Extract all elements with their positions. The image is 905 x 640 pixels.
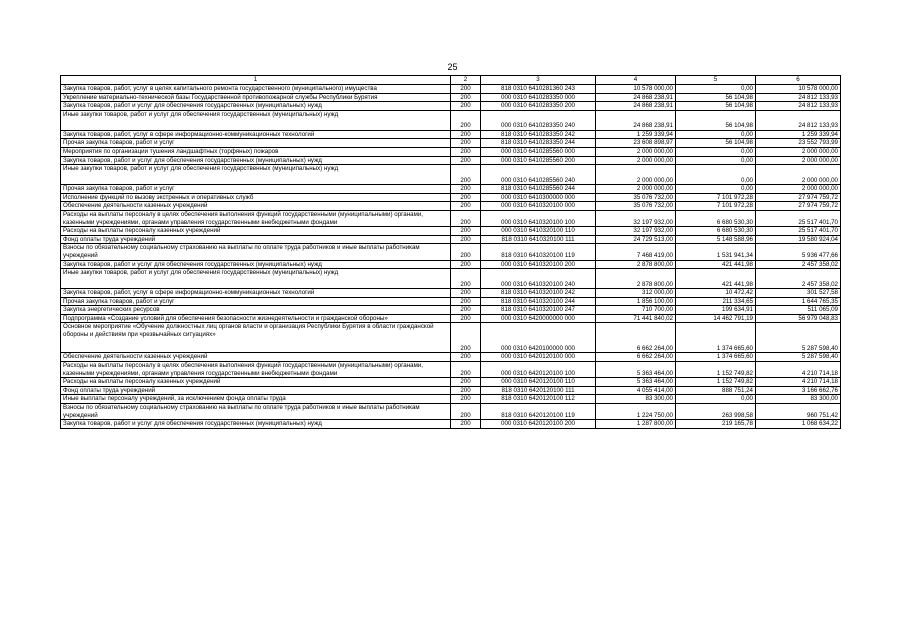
row-column-6-value: 1 259 339,94 — [756, 130, 841, 139]
row-column-4-value: 1 287 800,00 — [596, 420, 676, 429]
row-code-cell: 000 0310 6420120100 200 — [481, 420, 596, 429]
row-column-4-value: 6 662 264,00 — [596, 323, 676, 353]
row-column-6-value: 56 979 048,83 — [756, 314, 841, 323]
row-column-4-value: 1 224 750,00 — [596, 404, 676, 420]
row-column-2-cell: 200 — [451, 260, 481, 269]
row-name-cell: Иные закупки товаров, работ и услуг для обеспечения государственных (муниципальных) нужд — [61, 110, 451, 130]
row-column-6-value: 24 812 133,93 — [756, 93, 841, 102]
row-column-6-value: 24 812 133,93 — [756, 110, 841, 130]
row-column-2-cell: 200 — [451, 85, 481, 94]
row-code-cell: 818 0310 6410320100 119 — [481, 244, 596, 260]
table-row — [61, 323, 841, 353]
row-column-2-cell: 200 — [451, 130, 481, 139]
row-column-6-value: 1 068 634,22 — [756, 420, 841, 429]
row-column-5-value: 10 472,42 — [676, 289, 756, 298]
row-code-cell: 818 0310 6410320100 111 — [481, 235, 596, 244]
row-column-4-value: 24 729 513,00 — [596, 235, 676, 244]
page-number: 25 — [447, 62, 458, 72]
row-column-6-value: 1 644 765,35 — [756, 297, 841, 306]
row-name-cell: Прочая закупка товаров, работ и услуг — [61, 185, 451, 194]
table-row — [61, 395, 841, 404]
row-column-4-value: 2 000 000,00 — [596, 156, 676, 165]
row-name-cell: Иные закупки товаров, работ и услуг для обеспечения государственных (муниципальных) нужд — [61, 165, 451, 185]
row-code-cell: 000 0310 6420100000 000 — [481, 323, 596, 353]
column-header: 2 — [451, 76, 481, 85]
row-code-cell: 000 0310 6420120100 110 — [481, 378, 596, 387]
row-column-5-value: 211 334,65 — [676, 297, 756, 306]
row-code-cell: 000 0310 6420000000 000 — [481, 314, 596, 323]
row-name-cell: Прочая закупка товаров, работ и услуг — [61, 139, 451, 148]
row-column-2-cell: 200 — [451, 404, 481, 420]
row-column-2-cell: 200 — [451, 378, 481, 387]
row-column-2-cell: 200 — [451, 185, 481, 194]
row-column-2-cell: 200 — [451, 395, 481, 404]
table-row — [61, 404, 841, 420]
row-column-6-value: 3 166 662,76 — [756, 386, 841, 395]
table-row — [61, 353, 841, 362]
row-code-cell: 000 0310 6410285560 200 — [481, 156, 596, 165]
row-column-6-value: 2 000 000,00 — [756, 156, 841, 165]
row-column-2-cell: 200 — [451, 110, 481, 130]
row-column-4-value: 83 300,00 — [596, 395, 676, 404]
row-column-5-value: 0,00 — [676, 165, 756, 185]
row-column-5-value: 56 104,98 — [676, 139, 756, 148]
budget-execution-table — [60, 75, 841, 429]
table-row — [61, 378, 841, 387]
table-row — [61, 202, 841, 211]
row-column-5-value: 6 680 530,30 — [676, 227, 756, 236]
row-name-cell: Взносы по обязательному социальному страхованию на выплаты по оплате труда работников и иные выплаты работникам учреждений — [61, 404, 451, 420]
row-column-5-value: 219 165,78 — [676, 420, 756, 429]
row-code-cell: 818 0310 6410320100 247 — [481, 306, 596, 315]
column-header: 4 — [596, 76, 676, 85]
row-column-2-cell: 200 — [451, 353, 481, 362]
row-column-4-value: 35 076 732,00 — [596, 193, 676, 202]
row-name-cell: Мероприятия по организации тушения ландшафтных (торфяных) пожаров — [61, 147, 451, 156]
row-column-2-cell: 200 — [451, 235, 481, 244]
row-column-2-cell: 200 — [451, 227, 481, 236]
row-column-2-cell: 200 — [451, 289, 481, 298]
row-name-cell: Закупка товаров, работ и услуг для обеспечения государственных (муниципальных) нужд — [61, 102, 451, 111]
row-name-cell: Иные выплаты персоналу учреждений, за исключением фонда оплаты труда — [61, 395, 451, 404]
row-code-cell: 000 0310 6420120100 100 — [481, 362, 596, 378]
row-name-cell: Закупка энергетических ресурсов — [61, 306, 451, 315]
row-column-2-cell: 200 — [451, 420, 481, 429]
table-row — [61, 130, 841, 139]
row-column-6-value: 24 812 133,93 — [756, 102, 841, 111]
row-column-6-value: 301 527,58 — [756, 289, 841, 298]
row-code-cell: 818 0310 6410320100 242 — [481, 289, 596, 298]
column-header: 5 — [676, 76, 756, 85]
row-column-2-cell: 200 — [451, 314, 481, 323]
row-name-cell: Закупка товаров, работ и услуг для обеспечения государственных (муниципальных) нужд — [61, 260, 451, 269]
table-row — [61, 139, 841, 148]
row-code-cell: 000 0310 6410285560 000 — [481, 147, 596, 156]
row-column-5-value: 0,00 — [676, 85, 756, 94]
column-header: 1 — [61, 76, 451, 85]
row-column-5-value: 0,00 — [676, 185, 756, 194]
row-code-cell: 818 0310 6420120100 111 — [481, 386, 596, 395]
row-code-cell: 000 0310 6410300000 000 — [481, 193, 596, 202]
table-row — [61, 289, 841, 298]
row-column-6-value: 2 000 000,00 — [756, 147, 841, 156]
row-column-2-cell: 200 — [451, 244, 481, 260]
row-column-2-cell: 200 — [451, 323, 481, 353]
row-name-cell: Закупка товаров, работ и услуг для обеспечения государственных (муниципальных) нужд — [61, 420, 451, 429]
table-row — [61, 227, 841, 236]
table-row — [61, 420, 841, 429]
row-column-5-value: 1 152 749,82 — [676, 362, 756, 378]
table-row — [61, 297, 841, 306]
row-column-5-value: 56 104,98 — [676, 102, 756, 111]
row-column-4-value: 5 363 464,00 — [596, 362, 676, 378]
row-name-cell: Расходы на выплаты персоналу казенных учреждений — [61, 227, 451, 236]
table-row — [61, 156, 841, 165]
table-row — [61, 260, 841, 269]
row-column-6-value: 25 517 401,70 — [756, 210, 841, 226]
table-row — [61, 165, 841, 185]
row-column-4-value: 24 868 238,91 — [596, 93, 676, 102]
row-column-4-value: 1 856 100,00 — [596, 297, 676, 306]
row-column-5-value: 421 441,98 — [676, 260, 756, 269]
row-column-4-value: 4 055 414,00 — [596, 386, 676, 395]
row-name-cell: Обеспечение деятельности казенных учреждений — [61, 202, 451, 211]
row-column-2-cell: 200 — [451, 202, 481, 211]
row-code-cell: 000 0310 6410320100 240 — [481, 269, 596, 289]
row-code-cell: 000 0310 6410320100 200 — [481, 260, 596, 269]
row-column-5-value: 1 531 941,34 — [676, 244, 756, 260]
row-column-5-value: 6 680 530,30 — [676, 210, 756, 226]
row-column-6-value: 83 300,00 — [756, 395, 841, 404]
row-column-2-cell: 200 — [451, 297, 481, 306]
row-code-cell: 818 0310 6410285560 244 — [481, 185, 596, 194]
row-name-cell: Расходы на выплаты персоналу в целях обеспечения выполнения функций государственными (муниципальными) органами, казенными учреждениями, органами управления государственными внебюджетными фондами — [61, 210, 451, 226]
row-column-5-value: 1 374 665,60 — [676, 323, 756, 353]
row-name-cell: Расходы на выплаты персоналу в целях обеспечения выполнения функций государственными (муниципальными) органами, казенными учреждениями, органами управления государственными внебюджетными фондами — [61, 362, 451, 378]
row-column-6-value: 2 000 000,00 — [756, 165, 841, 185]
table-row — [61, 85, 841, 94]
row-column-4-value: 71 441 840,02 — [596, 314, 676, 323]
table-row — [61, 306, 841, 315]
table-row — [61, 93, 841, 102]
row-column-2-cell: 200 — [451, 362, 481, 378]
row-name-cell: Иные закупки товаров, работ и услуг для обеспечения государственных (муниципальных) нужд — [61, 269, 451, 289]
table-row — [61, 185, 841, 194]
row-column-6-value: 511 065,09 — [756, 306, 841, 315]
row-column-4-value: 5 363 464,00 — [596, 378, 676, 387]
row-name-cell: Основное мероприятие «Обучение должностных лиц органов власти и организация Республики Бурятия в области гражданской обороны и действиям при чрезвычайных ситуациях» — [61, 323, 451, 353]
table-row — [61, 244, 841, 260]
row-name-cell: Закупка товаров, работ, услуг в сфере информационно-коммуникационных технологий — [61, 130, 451, 139]
row-code-cell: 818 0310 6410283350 242 — [481, 130, 596, 139]
row-column-4-value: 23 608 898,97 — [596, 139, 676, 148]
table-row — [61, 269, 841, 289]
row-code-cell: 000 0310 6410283350 000 — [481, 93, 596, 102]
row-column-2-cell: 200 — [451, 93, 481, 102]
row-column-6-value: 960 751,42 — [756, 404, 841, 420]
row-column-5-value: 0,00 — [676, 395, 756, 404]
row-column-5-value: 0,00 — [676, 130, 756, 139]
row-column-5-value: 1 374 665,60 — [676, 353, 756, 362]
table-body — [61, 85, 841, 429]
row-column-2-cell: 200 — [451, 139, 481, 148]
row-code-cell: 818 0310 6410320100 244 — [481, 297, 596, 306]
row-name-cell: Закупка товаров, работ, услуг в сфере информационно-коммуникационных технологий — [61, 289, 451, 298]
row-column-4-value: 2 000 000,00 — [596, 185, 676, 194]
row-name-cell: Подпрограмма «Создание условий для обеспечения безопасности жизнедеятельности и гражданской обороны» — [61, 314, 451, 323]
row-column-5-value: 0,00 — [676, 147, 756, 156]
row-column-4-value: 32 197 932,00 — [596, 227, 676, 236]
row-column-2-cell: 200 — [451, 386, 481, 395]
row-column-5-value: 14 462 791,19 — [676, 314, 756, 323]
row-column-6-value: 23 552 793,99 — [756, 139, 841, 148]
row-column-6-value: 5 287 598,40 — [756, 353, 841, 362]
row-column-4-value: 2 878 800,00 — [596, 269, 676, 289]
row-column-2-cell: 200 — [451, 147, 481, 156]
row-code-cell: 000 0310 6410283350 200 — [481, 102, 596, 111]
row-column-2-cell: 200 — [451, 156, 481, 165]
row-column-2-cell: 200 — [451, 269, 481, 289]
row-code-cell: 000 0310 6420120100 000 — [481, 353, 596, 362]
row-column-6-value: 2 457 358,02 — [756, 260, 841, 269]
row-column-6-value: 4 210 714,18 — [756, 378, 841, 387]
row-column-4-value: 1 259 339,94 — [596, 130, 676, 139]
table-row — [61, 210, 841, 226]
table-row — [61, 235, 841, 244]
row-column-4-value: 32 197 932,00 — [596, 210, 676, 226]
row-column-4-value: 10 578 000,00 — [596, 85, 676, 94]
row-column-5-value: 56 104,98 — [676, 93, 756, 102]
row-code-cell: 818 0310 6420120100 119 — [481, 404, 596, 420]
row-name-cell: Фонд оплаты труда учреждений — [61, 386, 451, 395]
row-code-cell: 000 0310 6410285560 240 — [481, 165, 596, 185]
row-column-6-value: 27 974 759,72 — [756, 202, 841, 211]
row-column-6-value: 5 936 477,66 — [756, 244, 841, 260]
row-name-cell: Обеспечение деятельности казенных учреждений — [61, 353, 451, 362]
row-column-4-value: 24 868 238,91 — [596, 102, 676, 111]
row-code-cell: 818 0310 6410283350 244 — [481, 139, 596, 148]
row-column-4-value: 710 700,00 — [596, 306, 676, 315]
row-code-cell: 000 0310 6410283350 240 — [481, 110, 596, 130]
table-row — [61, 102, 841, 111]
column-header: 3 — [481, 76, 596, 85]
row-name-cell: Укрепление материально-технической базы Государственной противопожарной службы Республики Бурятия — [61, 93, 451, 102]
row-column-6-value: 4 210 714,18 — [756, 362, 841, 378]
row-column-6-value: 27 974 759,72 — [756, 193, 841, 202]
row-column-5-value: 7 101 972,28 — [676, 193, 756, 202]
row-name-cell: Закупка товаров, работ и услуг для обеспечения государственных (муниципальных) нужд — [61, 156, 451, 165]
row-column-4-value: 7 468 419,00 — [596, 244, 676, 260]
table-row — [61, 362, 841, 378]
table-row — [61, 386, 841, 395]
row-column-4-value: 312 000,00 — [596, 289, 676, 298]
row-name-cell: Исполнение функций по вызову экстренных и оперативных служб — [61, 193, 451, 202]
row-column-5-value: 888 751,24 — [676, 386, 756, 395]
table-row — [61, 193, 841, 202]
row-column-4-value: 2 000 000,00 — [596, 165, 676, 185]
row-column-2-cell: 200 — [451, 306, 481, 315]
row-column-5-value: 7 101 972,28 — [676, 202, 756, 211]
row-column-6-value: 5 287 598,40 — [756, 323, 841, 353]
row-name-cell: Расходы на выплаты персоналу казенных учреждений — [61, 378, 451, 387]
row-column-6-value: 19 580 924,04 — [756, 235, 841, 244]
table-row — [61, 110, 841, 130]
row-code-cell: 000 0310 6410320100 000 — [481, 202, 596, 211]
row-code-cell: 000 0310 6410320100 100 — [481, 210, 596, 226]
row-column-2-cell: 200 — [451, 102, 481, 111]
row-column-2-cell: 200 — [451, 210, 481, 226]
column-header: 6 — [756, 76, 841, 85]
table-row — [61, 147, 841, 156]
row-column-4-value: 2 000 000,00 — [596, 147, 676, 156]
row-column-2-cell: 200 — [451, 165, 481, 185]
row-column-5-value: 1 152 749,82 — [676, 378, 756, 387]
row-column-4-value: 35 076 732,00 — [596, 202, 676, 211]
row-column-2-cell: 200 — [451, 193, 481, 202]
row-column-5-value: 0,00 — [676, 156, 756, 165]
row-column-5-value: 263 998,58 — [676, 404, 756, 420]
row-code-cell: 818 0310 6410281360 243 — [481, 85, 596, 94]
row-column-4-value: 24 868 238,91 — [596, 110, 676, 130]
row-column-5-value: 5 148 588,96 — [676, 235, 756, 244]
row-column-5-value: 421 441,98 — [676, 269, 756, 289]
row-column-4-value: 2 878 800,00 — [596, 260, 676, 269]
row-column-6-value: 25 517 401,70 — [756, 227, 841, 236]
table-row — [61, 314, 841, 323]
row-name-cell: Прочая закупка товаров, работ и услуг — [61, 297, 451, 306]
row-column-4-value: 6 662 264,00 — [596, 353, 676, 362]
row-column-6-value: 2 457 358,02 — [756, 269, 841, 289]
table-header-row — [61, 76, 841, 85]
row-column-6-value: 2 000 000,00 — [756, 185, 841, 194]
row-name-cell: Закупка товаров, работ, услуг в целях капитального ремонта государственного (муниципального) имущества — [61, 85, 451, 94]
row-name-cell: Взносы по обязательному социальному страхованию на выплаты по оплате труда работников и иные выплаты работникам учреждений — [61, 244, 451, 260]
row-column-6-value: 10 578 000,00 — [756, 85, 841, 94]
row-code-cell: 818 0310 6420120100 112 — [481, 395, 596, 404]
row-column-5-value: 56 104,98 — [676, 110, 756, 130]
row-column-5-value: 199 634,91 — [676, 306, 756, 315]
row-code-cell: 000 0310 6410320100 110 — [481, 227, 596, 236]
row-name-cell: Фонд оплаты труда учреждений — [61, 235, 451, 244]
